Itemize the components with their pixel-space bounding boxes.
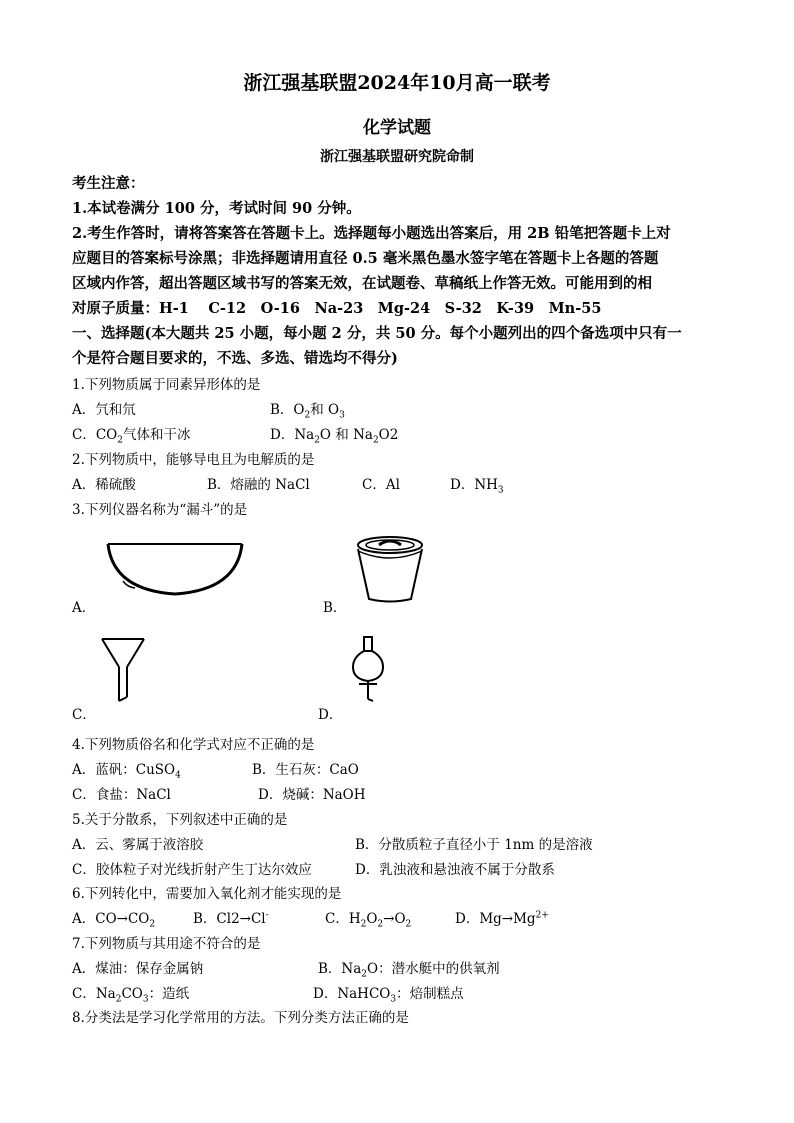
q4-option-a: A．蓝矾：CuSO$_4$ (72, 762, 181, 781)
question-5-stem: 5.关于分散系，下列叙述中正确的是 (72, 812, 288, 828)
author-line: 浙江强基联盟研究院命制 (320, 149, 474, 165)
question-6-stem: 6.下列转化中，需要加入氧化剂才能实现的是 (72, 886, 342, 902)
q1-option-d: D．$Na_2O$ 和 $Na_2O2$ (270, 427, 399, 446)
question-4-stem: 4.下列物质俗名和化学式对应不正确的是 (72, 737, 315, 753)
notice-label: 考生注意： (72, 175, 145, 192)
q2-option-a: A．稀硫酸 (72, 477, 136, 493)
q7-option-d: D．NaHCO$_3$：焙制糕点 (313, 986, 464, 1005)
evaporating-dish-image (105, 540, 245, 600)
question-2-stem: 2.下列物质中，能够导电且为电解质的是 (72, 452, 315, 468)
section-header-line-2: 个是符合题目要求的，不选、多选、错选均不得分) (72, 350, 398, 367)
separatory-bulb-image (349, 635, 389, 703)
q7-option-b: B．$Na_2O$：潜水艇中的供氧剂 (318, 961, 500, 980)
q6-option-a: A．$CO\to CO_2$ (72, 911, 156, 930)
question-1-stem: 1.下列物质属于同素异形体的是 (72, 377, 261, 393)
q6-option-c: C．$H_2O_2\to O_2$ (325, 911, 412, 930)
q4-option-b: B．生石灰：CaO (252, 762, 359, 778)
question-3-stem: 3.下列仪器名称为“漏斗”的是 (72, 502, 248, 518)
q5-option-c: C．胶体粒子对光线折射产生丁达尔效应 (72, 862, 312, 878)
q2-option-b: B．熔融的 NaCl (207, 477, 310, 493)
q3-option-a: A． (72, 600, 96, 616)
notice-line-1: 1.本试卷满分 100 分，考试时间 90 分钟。 (72, 200, 361, 217)
question-7-stem: 7.下列物质与其用途不符合的是 (72, 936, 261, 952)
q1-option-c: C．$CO_2$气体和干冰 (72, 427, 191, 446)
q1-option-a: A．氕和氘 (72, 402, 136, 418)
question-8-stem: 8.分类法是学习化学常用的方法。下列分类方法正确的是 (72, 1010, 409, 1026)
q7-option-c: C．$Na_2CO_3$：造纸 (72, 986, 190, 1005)
q2-option-d: D．$NH_3$ (450, 477, 504, 496)
q3-option-b: B． (323, 600, 347, 616)
q4-option-d: D．烧碱：NaOH (258, 787, 366, 803)
notice-line-5: 对原子质量：H-1 C-12 O-16 Na-23 Mg-24 S-32 K-39 Mn-55 (72, 300, 602, 317)
q2-option-c: C．Al (362, 477, 400, 493)
q5-option-b: B．分散质粒子直径小于 1nm 的是溶液 (355, 837, 593, 853)
q6-option-d: D．$Mg\to Mg^{2+}$ (455, 910, 549, 927)
q5-option-d: D．乳浊液和悬浊液不属于分散系 (355, 862, 555, 878)
q5-option-a: A．云、雾属于液溶胶 (72, 837, 204, 853)
q7-option-a: A．煤油：保存金属钠 (72, 961, 204, 977)
subject-title: 化学试题 (363, 118, 431, 138)
crucible-image (355, 535, 425, 605)
q4-option-c: C．食盐：NaCl (72, 787, 171, 803)
exam-title: 浙江强基联盟2024年10月高一联考 (243, 72, 551, 94)
q6-option-b: B．Cl2→Cl- (193, 910, 269, 927)
notice-line-2: 2.考生作答时，请将答案答在答题卡上。选择题每小题选出答案后，用 2B 铅笔把答题卡上对 (72, 225, 671, 242)
q1-option-b: B．$O_2$和 $O_3$ (270, 402, 345, 421)
notice-line-4: 区域内作答，超出答题区域书写的答案无效，在试题卷、草稿纸上作答无效。可能用到的相 (72, 275, 652, 292)
q3-option-d: D． (318, 707, 343, 723)
q3-option-c: C． (72, 707, 96, 723)
funnel-image (100, 637, 146, 707)
section-header-line-1: 一、选择题(本大题共 25 小题，每小题 2 分，共 50 分。每个小题列出的四个备选项中只有一 (72, 325, 682, 342)
notice-line-3: 应题目的答案标号涂黑；非选择题请用直径 0.5 毫米黑色墨水签字笔在答题卡上各题的答题 (72, 250, 659, 267)
